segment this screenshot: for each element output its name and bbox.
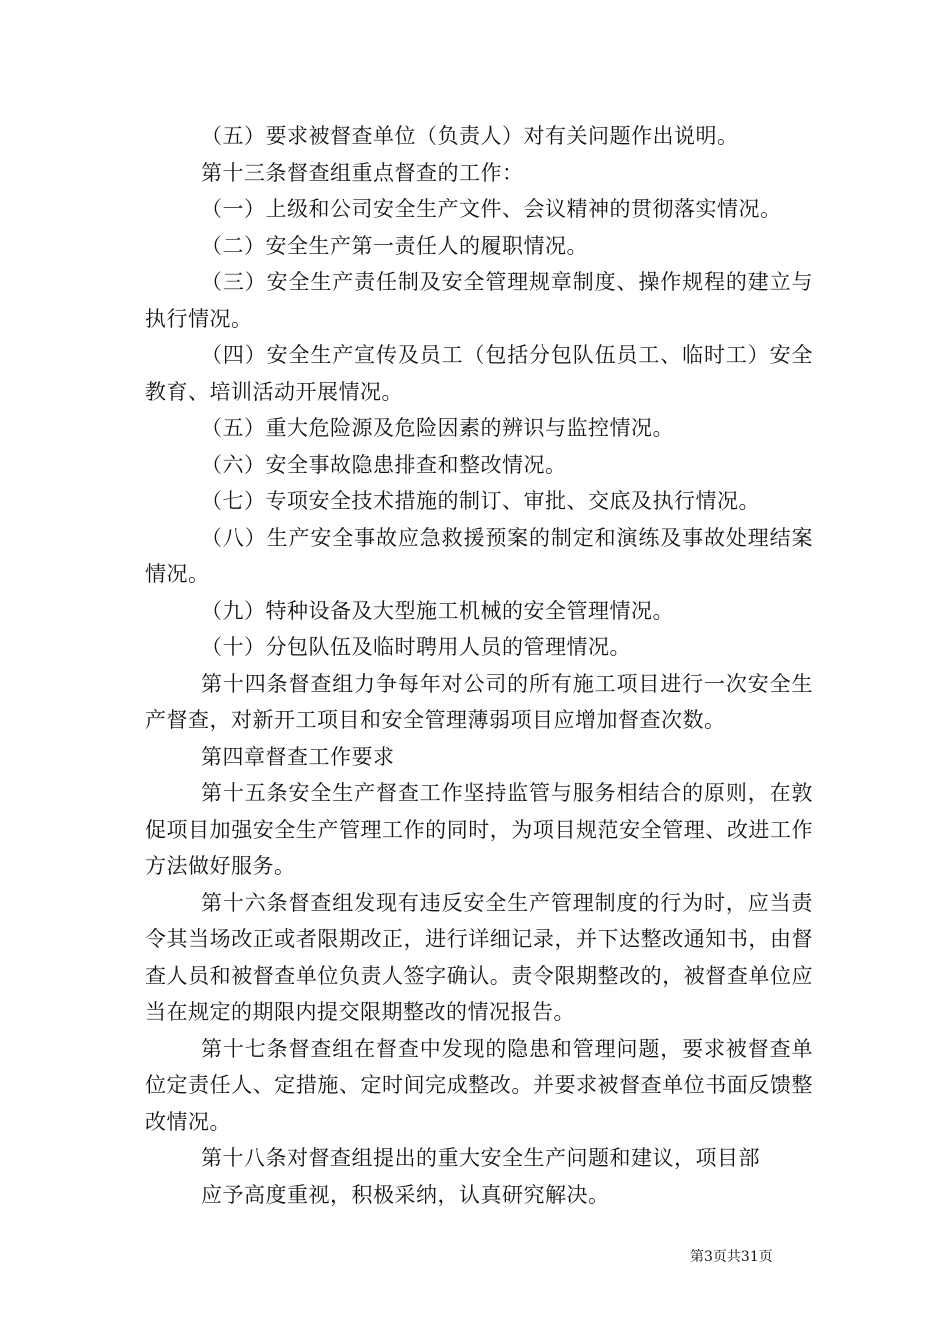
paragraph: （四）安全生产宣传及员工（包括分包队伍员工、临时工）安全教育、培训活动开展情况。	[145, 343, 813, 404]
paragraph: 第十三条督查组重点督查的工作：	[201, 160, 524, 185]
document-body	[145, 118, 813, 1213]
paragraph: （八）生产安全事故应急救援预案的制定和演练及事故处理结案情况。	[145, 525, 813, 586]
paragraph: （七）专项安全技术措施的制订、审批、交底及执行情况。	[201, 489, 760, 513]
paragraph: （三）安全生产责任制及安全管理规章制度、操作规程的建立与执行情况。	[145, 270, 813, 331]
paragraph: 第十六条督查组发现有违反安全生产管理制度的行为时，应当责令其当场改正或者限期改正，进行详细记录，并下达整改通知书，由督查人员和被督查单位负责人签字确认。责令限期整改的，被督查单位应当在规定的期限内提交限期整改的情况报告。	[145, 890, 813, 1024]
paragraph: 第十七条督查组在督查中发现的隐患和管理问题，要求被督查单位定责任人、定措施、定时间完成整改。并要求被督查单位书面反馈整改情况。	[145, 1036, 813, 1134]
paragraph: 第十四条督查组力争每年对公司的所有施工项目进行一次安全生产督查，对新开工项目和安全管理薄弱项目应增加督查次数。	[145, 671, 813, 732]
paragraph: （十）分包队伍及临时聘用人员的管理情况。	[201, 635, 631, 659]
paragraph: 第十八条对督查组提出的重大安全生产问题和建议，项目部	[201, 1146, 760, 1170]
paragraph: （五）重大危险源及危险因素的辨识与监控情况。	[201, 416, 674, 440]
paragraph: 第十五条安全生产督查工作坚持监管与服务相结合的原则，在敦促项目加强安全生产管理工作的同时，为项目规范安全管理、改进工作方法做好服务。	[145, 781, 813, 878]
page-number-footer: 第3页共31页	[690, 1249, 773, 1265]
paragraph: （二）安全生产第一责任人的履职情况。	[201, 233, 588, 258]
paragraph: （一）上级和公司安全生产文件、会议精神的贯彻落实情况。	[201, 197, 782, 221]
paragraph: （六）安全事故隐患排查和整改情况。	[201, 452, 567, 477]
paragraph: 应予高度重视，积极采纳，认真研究解决。	[201, 1182, 610, 1207]
paragraph: （九）特种设备及大型施工机械的安全管理情况。	[201, 598, 674, 623]
paragraph: （五）要求被督查单位（负责人）对有关问题作出说明。	[201, 124, 739, 148]
chapter-heading: 第四章督查工作要求	[201, 744, 395, 769]
